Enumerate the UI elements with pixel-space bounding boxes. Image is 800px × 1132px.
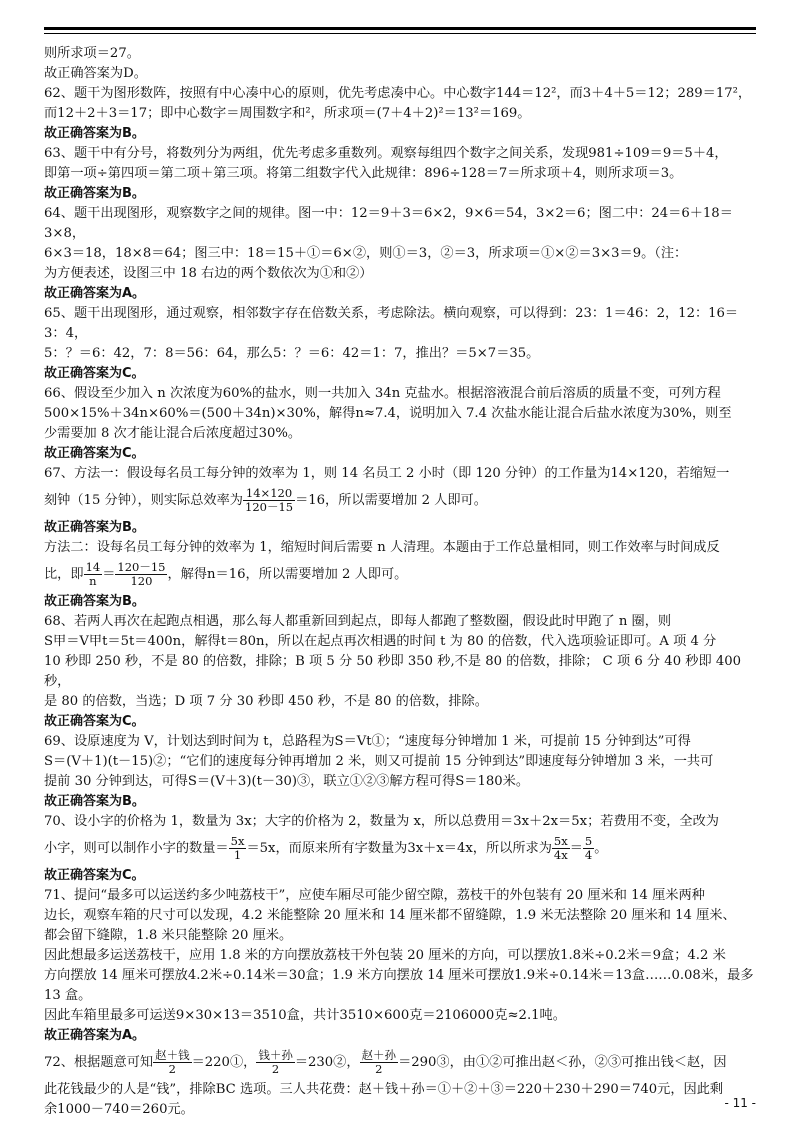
q63-line-1: 63、题干中有分号，将数列分为两组，优先考虑多重数列。观察每组四个数字之间关系，发现981÷109＝9＝5＋4， (44, 146, 728, 161)
q72-line-3: 余1000－740＝260元。 (44, 1102, 194, 1117)
fraction-denominator: 4 (584, 848, 593, 862)
q70-answer: 故正确答案为C。 (44, 868, 145, 883)
fraction-numerator: 14 (85, 560, 101, 574)
fraction-numerator: 赵＋钱 (155, 1048, 190, 1062)
q64-line-1: 64、题干出现图形，观察数字之间的规律。图一中：12＝9＋3＝6×2，9×6＝54，3×2＝6；图二中：24＝6＋18＝3×8， (44, 206, 733, 241)
fraction-numerator: 赵＋孙 (361, 1048, 397, 1062)
q63-line-2: 即第一项÷第四项＝第二项＋第三项。将第二组数字代入此规律：896÷128＝7＝所求项＋4，则所求项＝3。 (44, 166, 683, 181)
q71-line-3: 都会留下缝隙，1.8 米只能整除 20 厘米。 (44, 928, 293, 943)
text: ＝16，所以需要增加 2 人即可。 (295, 493, 487, 508)
fraction (84, 561, 103, 588)
fraction-denominator: 2 (375, 1062, 383, 1076)
q69-answer: 故正确答案为B。 (44, 794, 145, 809)
text: ＝220①， (191, 1055, 257, 1070)
q71-line-7: 因此车箱里最多可运送9×30×13＝3510盒，共计3510×600克＝2106000克≈2.1吨。 (44, 1008, 566, 1023)
text: 72、根据题意可知 (44, 1055, 154, 1070)
text: ＝ (102, 567, 116, 582)
fraction-denominator: n (89, 574, 97, 588)
fraction-numerator: 5 (584, 834, 593, 848)
q68-line-4: 是 80 的倍数，当选；D 项 7 分 30 秒即 450 秒，不是 80 的倍数，排除。 (44, 694, 488, 709)
q72-line-1 (44, 1046, 756, 1080)
q71-line-2: 边长，观察车箱的尺寸可以发现，4.2 米能整除 20 厘米和 14 厘米都不留缝隙，1.9 米无法整除 20 厘米和 14 厘米、 (44, 908, 736, 923)
q70-line-1: 70、设小字的价格为 1，数量为 3x；大字的价格为 2，数量为 x，所以总费用＝3x＋2x＝5x；若费用不变，全改为 (44, 814, 719, 829)
q69-line-1: 69、设原速度为 V，计划达到时间为 t，总路程为S＝Vt①；“速度每分钟增加 1 米，可提前 15 分钟到达”可得 (44, 734, 691, 749)
text: 刻钟（15 分钟），则实际总效率为 (44, 493, 243, 508)
q62-answer: 故正确答案为B。 (44, 126, 145, 141)
q65-line-2: 5：？＝6：42，7：8＝56：64，那么5：？＝6：42＝1：7，推出？＝5×7＝35。 (44, 346, 540, 361)
fraction-denominator: 120 (130, 574, 153, 588)
text-line: 则所求项＝27。 (44, 46, 140, 61)
q64-line-2: 6×3＝18，18×8＝64；图三中：18＝15＋①＝6×②，则①＝3，②＝3，所求项＝①×②＝3×3＝9。（注： (44, 246, 688, 261)
q68-line-3: 10 秒即 250 秒，不是 80 的倍数，排除；B 项 5 分 50 秒即 350 秒,不是 80 的倍数，排除； C 项 6 分 40 秒即 400 秒， (44, 654, 742, 689)
q71-line-5: 方向摆放 14 厘米可摆放4.2米÷0.14米＝30盒；1.9 米方向摆放 14 厘米可摆放1.9米÷0.14米＝13盒……0.08米，最多 (44, 968, 754, 983)
text: ＝5x，而原来所有字数量为3x＋x＝4x，所以所求为 (246, 841, 552, 856)
header-rule-thick (44, 27, 756, 30)
q62-line-1: 62、题干为图形数阵，按照有中心凑中心的原则，优先考虑凑中心。中心数字144＝12²，而3＋4＋5＝12；289＝17²， (44, 86, 752, 101)
fraction (360, 1049, 399, 1076)
q65-answer: 故正确答案为C。 (44, 366, 145, 381)
q63-answer: 故正确答案为B。 (44, 186, 145, 201)
q67-line-2 (44, 484, 756, 518)
header-rule-thin (44, 33, 756, 34)
q64-answer: 故正确答案为A。 (44, 286, 146, 301)
q67-line-3: 方法二：设每名员工每分钟的效率为 1，缩短时间后需要 n 人清理。本题由于工作总量相同，则工作效率与时间成反 (44, 540, 720, 555)
fraction-numerator: 120－15 (117, 560, 166, 574)
text: ，解得n＝16，所以需要增加 2 人即可。 (167, 567, 408, 582)
fraction-denominator: 2 (271, 1062, 280, 1076)
fraction-denominator: 2 (168, 1062, 176, 1076)
q65-line-1: 65、题干出现图形，通过观察，相邻数字存在倍数关系，考虑除法。横向观察，可以得到：23：1＝46：2，12：16＝3：4， (44, 306, 739, 341)
q62-line-2: 而12＋2＋3＝17；即中心数字＝周围数字和²，所求项＝(7＋4＋2)²＝13²＝169。 (44, 106, 531, 121)
text: 比，即 (44, 567, 84, 582)
fraction-denominator: 1 (233, 848, 242, 862)
q71-answer: 故正确答案为A。 (44, 1028, 146, 1043)
fraction-denominator: 4x (553, 848, 568, 862)
fraction-denominator: 120－15 (245, 500, 294, 514)
q72-line-2: 此花钱最少的人是“钱”，排除BC 选项。三人共花费：赵＋钱＋孙＝①＋②＋③＝220＋230＋290＝740元，因此剩 (44, 1082, 724, 1097)
text: 。 (594, 841, 608, 856)
page-body (44, 44, 756, 1120)
q71-line-4: 因此想最多运送荔枝干，应用 1.8 米的方向摆放荔枝干外包装 20 厘米的方向，可以摆放1.8米÷0.2米＝9盒；4.2 米 (44, 948, 726, 963)
text: ＝230②， (294, 1055, 360, 1070)
q68-answer: 故正确答案为C。 (44, 714, 145, 729)
q70-line-2 (44, 832, 756, 866)
q67-line-1: 67、方法一：假设每名员工每分钟的效率为 1，则 14 名员工 2 小时（即 120 分钟）的工作量为14×120，若缩短一 (44, 466, 730, 481)
q69-line-3: 提前 30 分钟到达，可得S＝(V＋3)(t－30)③，联立①②③解方程可得S＝180米。 (44, 774, 530, 789)
q68-line-1: 68、若两人再次在起跑点相遇，那么每人都重新回到起点，即每人都跑了整数圈，假设此时甲跑了 n 圈，则 (44, 614, 672, 629)
fraction (256, 1049, 295, 1076)
q66-line-2: 500×15%＋34n×60%＝(500＋34n)×30%，解得n≈7.4，说明加入 7.4 次盐水能让混合后盐水浓度为30%，则至 (44, 406, 732, 421)
q66-answer: 故正确答案为C。 (44, 446, 145, 461)
fraction-numerator: 14×120 (243, 487, 295, 501)
text: ＝ (569, 841, 583, 856)
fraction-numerator: 5x (230, 834, 245, 848)
q66-line-1: 66、假设至少加入 n 次浓度为60%的盐水，则一共加入 34n 克盐水。根据溶液混合前后溶质的质量不变，可列方程 (44, 386, 721, 401)
text: 小字，则可以制作小字的数量＝ (44, 841, 229, 856)
q64-line-3: 为方便表述，设图三中 18 右边的两个数依次为①和②） (44, 266, 373, 281)
q71-line-1: 71、提问“最多可以运送约多少吨荔枝干”，应使车厢尽可能少留空隙，荔枝干的外包装有 20 厘米和 14 厘米两种 (44, 888, 705, 903)
fraction (243, 487, 295, 514)
q71-line-6: 13 盒。 (44, 988, 92, 1003)
text: ＝290③，由①②可推出赵＜孙，②③可推出钱＜赵，因 (398, 1055, 727, 1070)
page-number: - 11 - (724, 1096, 756, 1110)
fraction-numerator: 钱＋孙 (258, 1048, 293, 1062)
fraction (583, 835, 594, 862)
fraction-numerator: 5x (553, 834, 568, 848)
q69-line-2: S＝(V＋1)(t－15)②；“它们的速度每分钟再增加 2 米，则又可提前 15 分钟到达”即速度每分钟增加 3 米，一共可 (44, 754, 714, 769)
fraction (229, 835, 247, 862)
text-line: 故正确答案为D。 (44, 66, 147, 81)
q66-line-3: 少需要加 8 次才能让混合后浓度超过30%。 (44, 426, 302, 441)
q67-answer-2: 故正确答案为B。 (44, 594, 145, 609)
fraction (115, 561, 167, 588)
fraction (552, 835, 570, 862)
q67-line-4 (44, 558, 756, 592)
q68-line-2: S甲＝V甲t＝5t＝400n，解得t＝80n，所以在起点再次相遇的时间 t 为 80 的倍数，代入选项验证即可。A 项 4 分 (44, 634, 717, 649)
q67-answer: 故正确答案为B。 (44, 520, 145, 535)
fraction (153, 1049, 192, 1076)
